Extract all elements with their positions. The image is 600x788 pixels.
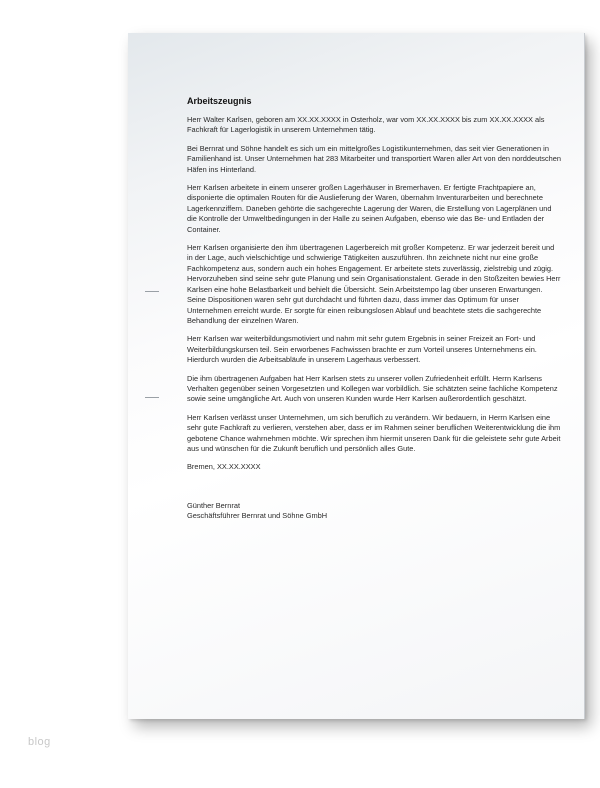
fold-mark-top <box>145 291 159 292</box>
paragraph-intro: Herr Walter Karlsen, geboren am XX.XX.XXXX in Osterholz, war vom XX.XX.XXXX bis zum XX.XX.XXXX als Fachkraft für Lagerlogistik in unserem Unternehmen tätig. <box>187 115 545 135</box>
document-title: Arbeitszeugnis <box>187 96 252 106</box>
paragraph-performance: Herr Karlsen organisierte den ihm übertragenen Lagerbereich mit großer Kompetenz. Er war jederzeit bereit und in der Lage, auch vielschichtige und schwierige Tätigkeiten auszuführen. Ihn zeichnete nicht nur eine große Fachkompetenz aus, sondern auch ein hohes Engagement. Er arbeitete stets zuverlässig, zielstrebig und zügig. Hervorzuheben sind seine sehr gute Planung und sein Organisationstalent. Gerade in den Stoßzeiten bewies Herr Karlsen eine hohe Belastbarkeit und behielt die Übersicht. Sein Arbeitstempo lag über unseren Erwartungen. Seine Dispositionen waren sehr gut durchdacht und führten dazu, dass immer das Optimum für unser Unternehmen erreicht wurde. Er sorgte für einen reibungslosen Ablauf und beachtete stets die sachgerechte Behandlung der einzelnen Waren. <box>187 243 561 325</box>
paragraph-training: Herr Karlsen war weiterbildungsmotiviert und nahm mit sehr gutem Ergebnis in seiner Freizeit an Fort- und Weiterbildungskursen teil. Sein erworbenes Fachwissen brachte er zum Vorteil unseres Unternehmens ein. Hierdurch wurden die Arbeitsabläufe in unserem Lagerhaus verbessert. <box>187 334 537 365</box>
letter-content <box>187 96 562 522</box>
paragraph-company: Bei Bernrat und Söhne handelt es sich um ein mittelgroßes Logistikunternehmen, das seit vier Generationen in Familienhand ist. Unser Unternehmen hat 283 Mitarbeiter und transportiert Waren aller Art von den norddeutschen Häfen ins Hinterland. <box>187 143 561 174</box>
paragraph-farewell: Herr Karlsen verlässt unser Unternehmen, um sich beruflich zu verändern. Wir bedauern, in Herrn Karlsen eine sehr gute Fachkraft zu verlieren, verstehen aber, dass er im Rahmen seiner beruflichen Weiterentwicklung die ihm gebotene Chance wahrnehmen möchte. Wir sprechen ihm hiermit unseren Dank für die geleistete sehr gute Arbeit aus und wünschen für die Zukunft beruflich und persönlich alles Gute. <box>187 412 561 453</box>
paragraph-duties: Herr Karlsen arbeitete in einem unserer großen Lagerhäuser in Bremerhaven. Er fertigte Frachtpapiere an, disponierte die optimalen Routen für die Auslieferung der Waren, übernahm Inventurarbeiten und berechnete Lagerkennziffern. Daneben gehörte die sachgerechte Lagerung der Waren, die Erstellung von Lagerplänen und die Kontrolle der Umweltbedingungen in der Halle zu seinen Aufgaben, ebenso wie das Be- und Entladen der Container. <box>187 183 552 234</box>
watermark: blog <box>28 736 51 748</box>
place-date: Bremen, XX.XX.XXXX <box>187 462 261 472</box>
signature-name: Günther Bernrat <box>187 500 240 510</box>
paragraph-conduct: Die ihm übertragenen Aufgaben hat Herr Karlsen stets zu unserer vollen Zufriedenheit erfüllt. Herrn Karlsens Verhalten gegenüber seinen Vorgesetzten und Kollegen war vorbildlich. Sie schätzten seine fachliche Kompetenz sowie seine umgängliche Art. Auch von unseren Kunden wurde Herr Karlsen außerordentlich geschätzt. <box>187 373 558 404</box>
signature-role: Geschäftsführer Bernrat und Söhne GmbH <box>187 511 328 521</box>
fold-mark-bottom <box>145 397 159 398</box>
